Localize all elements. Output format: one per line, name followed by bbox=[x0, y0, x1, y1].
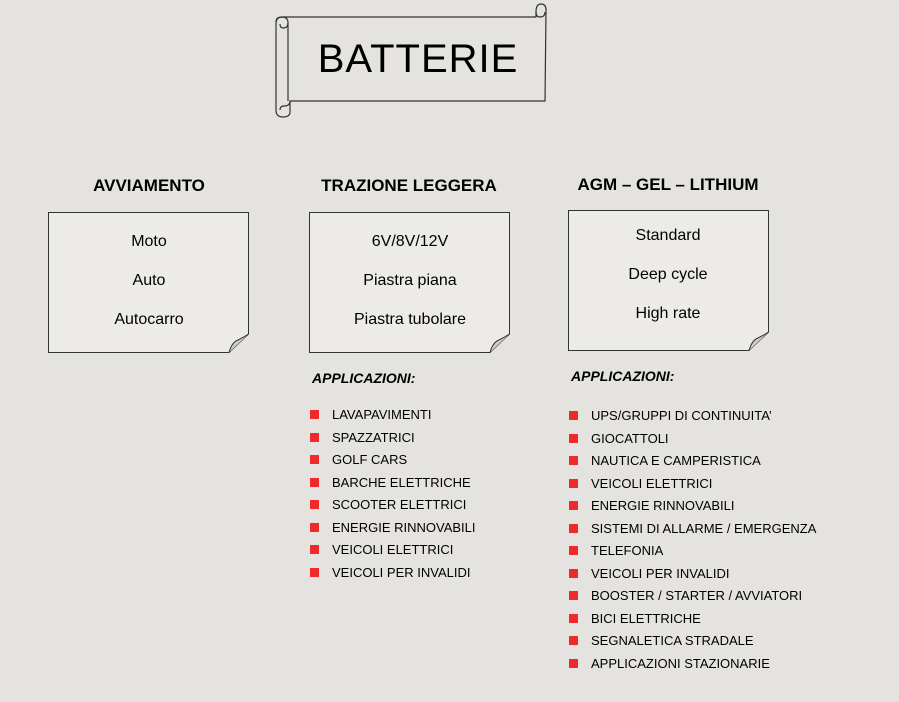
bullet-icon bbox=[310, 410, 319, 419]
note-item: Auto bbox=[132, 272, 166, 289]
note-items-agm-gel-lithium bbox=[568, 226, 768, 343]
list-item: ENERGIE RINNOVABILI bbox=[310, 519, 476, 542]
list-item: TELEFONIA bbox=[569, 542, 816, 565]
bullet-icon bbox=[310, 455, 319, 464]
bullet-icon bbox=[569, 569, 578, 578]
bullet-icon bbox=[569, 479, 578, 488]
list-item: VEICOLI ELETTRICI bbox=[569, 475, 816, 498]
list-item: APPLICAZIONI STAZIONARIE bbox=[569, 655, 816, 678]
note-item: 6V/8V/12V bbox=[371, 233, 449, 250]
applications-list-agm bbox=[569, 407, 816, 677]
bullet-icon bbox=[569, 501, 578, 510]
bullet-icon bbox=[310, 433, 319, 442]
column-heading-trazione-leggera: TRAZIONE LEGGERA bbox=[321, 176, 497, 195]
diagram-title: BATTERIE bbox=[317, 37, 519, 81]
list-item: SCOOTER ELETTRICI bbox=[310, 496, 476, 519]
bullet-icon bbox=[569, 636, 578, 645]
bullet-icon bbox=[569, 434, 578, 443]
note-item: Deep cycle bbox=[628, 266, 708, 283]
bullet-icon bbox=[569, 591, 578, 600]
column-heading-avviamento: AVVIAMENTO bbox=[93, 176, 205, 195]
bullet-icon bbox=[569, 614, 578, 623]
note-item: Autocarro bbox=[114, 311, 184, 328]
list-item: LAVAPAVIMENTI bbox=[310, 406, 476, 429]
list-item: ENERGIE RINNOVABILI bbox=[569, 497, 816, 520]
list-item: VEICOLI PER INVALIDI bbox=[310, 564, 476, 587]
list-item: SISTEMI DI ALLARME / EMERGENZA bbox=[569, 520, 816, 543]
list-item: SEGNALETICA STRADALE bbox=[569, 632, 816, 655]
note-item: Standard bbox=[635, 227, 701, 244]
list-item: BICI ELETTRICHE bbox=[569, 610, 816, 633]
bullet-icon bbox=[310, 500, 319, 509]
note-item: Moto bbox=[131, 233, 167, 250]
note-item: Piastra tubolare bbox=[353, 311, 467, 328]
note-items-avviamento bbox=[49, 232, 249, 349]
note-items-trazione-leggera bbox=[310, 232, 510, 349]
bullet-icon bbox=[310, 523, 319, 532]
note-item: Piastra piana bbox=[363, 272, 457, 289]
list-item: SPAZZATRICI bbox=[310, 429, 476, 452]
bullet-icon bbox=[310, 568, 319, 577]
list-item: BARCHE ELETTRICHE bbox=[310, 474, 476, 497]
list-item: UPS/GRUPPI DI CONTINUITA’ bbox=[569, 407, 816, 430]
bullet-icon bbox=[569, 524, 578, 533]
applications-heading-trazione: APPLICAZIONI: bbox=[312, 370, 416, 386]
bullet-icon bbox=[569, 659, 578, 668]
list-item: VEICOLI PER INVALIDI bbox=[569, 565, 816, 588]
column-heading-agm-gel-lithium: AGM – GEL – LITHIUM bbox=[577, 175, 759, 194]
note-item: High rate bbox=[635, 305, 701, 322]
bullet-icon bbox=[569, 456, 578, 465]
list-item: NAUTICA E CAMPERISTICA bbox=[569, 452, 816, 475]
list-item: VEICOLI ELETTRICI bbox=[310, 541, 476, 564]
bullet-icon bbox=[569, 411, 578, 420]
bullet-icon bbox=[310, 545, 319, 554]
list-item: GOLF CARS bbox=[310, 451, 476, 474]
list-item: BOOSTER / STARTER / AVVIATORI bbox=[569, 587, 816, 610]
bullet-icon bbox=[569, 546, 578, 555]
applications-heading-agm: APPLICAZIONI: bbox=[571, 368, 675, 384]
applications-list-trazione bbox=[310, 406, 476, 586]
list-item: GIOCATTOLI bbox=[569, 430, 816, 453]
bullet-icon bbox=[310, 478, 319, 487]
